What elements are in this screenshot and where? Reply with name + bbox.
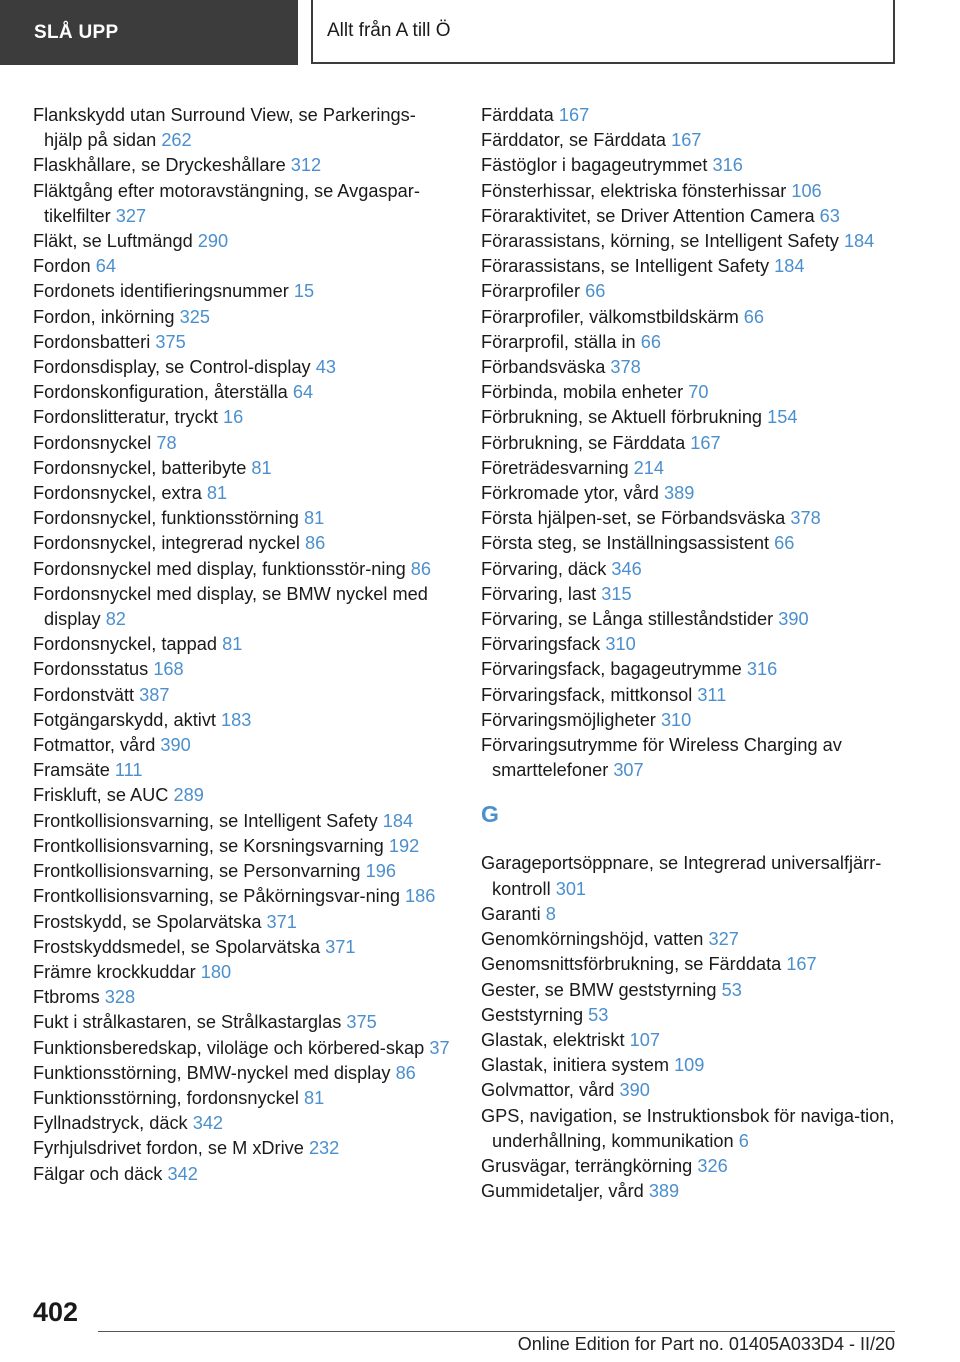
page-link[interactable]: 64	[95, 256, 116, 277]
index-entry	[481, 657, 921, 682]
entry-text: Fordonsnyckel	[33, 432, 152, 453]
entry-text: Fästöglor i bagageutrymmet	[481, 155, 708, 176]
page-link[interactable]: 86	[304, 533, 326, 554]
entry-text: Funktionsstörning, BMW-nyckel med display	[33, 1062, 391, 1083]
page-link[interactable]: 312	[290, 155, 322, 176]
index-entry	[33, 456, 453, 481]
page-link[interactable]: 86	[395, 1062, 416, 1083]
index-entry	[481, 481, 921, 506]
index-entry	[33, 910, 453, 935]
entry-text: Fukt i strålkastaren, se Strålkastarglas	[33, 1012, 342, 1033]
page-link[interactable]: 289	[173, 785, 204, 806]
index-entry	[33, 985, 453, 1010]
entry-text: Företrädesvarning	[481, 457, 629, 478]
index-entry	[481, 330, 921, 355]
index-entry	[481, 305, 921, 330]
entry-text: Fordonsnyckel, integrerad nyckel	[33, 533, 300, 554]
index-entry	[33, 884, 453, 909]
page-link[interactable]: 82	[105, 609, 126, 630]
entry-text: Fordonskonfiguration, återställa	[33, 382, 288, 403]
entry-text: Förbinda, mobila enheter	[481, 382, 684, 403]
page-link[interactable]: 311	[697, 684, 727, 705]
index-entry	[33, 683, 453, 708]
page-link[interactable]: 66	[743, 306, 765, 327]
page-link[interactable]: 184	[843, 231, 875, 252]
entry-text: Golvmattor, vård	[481, 1080, 615, 1101]
page-link[interactable]: 390	[778, 609, 809, 630]
index-entry	[33, 935, 453, 960]
entry-text: Friskluft, se AUC	[33, 785, 169, 806]
entry-text: Genomkörningshöjd, vatten	[481, 929, 704, 950]
index-entry	[481, 1179, 921, 1204]
page-link[interactable]: 371	[325, 936, 356, 957]
index-group-f	[481, 103, 921, 783]
index-entry	[33, 481, 453, 506]
page-link[interactable]: 390	[160, 735, 191, 756]
index-entry	[33, 506, 453, 531]
index-entry	[33, 431, 453, 456]
page-link[interactable]: 64	[292, 382, 314, 403]
index-entry	[33, 103, 453, 153]
index-entry	[481, 254, 921, 279]
page-link[interactable]: 378	[610, 357, 641, 378]
index-entry	[481, 978, 921, 1003]
entry-text: Glastak, elektriskt	[481, 1029, 625, 1050]
entry-text: Förarassistans, se Intelligent Safety	[481, 256, 770, 277]
entry-text: Förbrukning, se Aktuell förbrukning	[481, 407, 763, 428]
page-link[interactable]: 196	[365, 861, 396, 882]
entry-text: Fyrhjulsdrivet fordon, se M xDrive	[33, 1138, 304, 1159]
page-link[interactable]: 16	[223, 407, 244, 428]
entry-text: Frontkollisionsvarning, se Intelligent Safety	[33, 810, 378, 831]
page-link[interactable]: 81	[222, 634, 243, 655]
page-number: 402	[33, 1297, 79, 1327]
index-entry	[33, 708, 453, 733]
page-link[interactable]: 167	[786, 954, 817, 975]
entry-text: Frostskydd, se Spolarvätska	[33, 911, 262, 932]
index-entry	[33, 859, 453, 884]
index-entry	[33, 960, 453, 985]
page-link[interactable]: 66	[640, 331, 661, 352]
section-letter: G	[481, 801, 499, 828]
page-link[interactable]: 375	[155, 331, 186, 352]
page-link[interactable]: 389	[648, 1181, 680, 1202]
entry-text: Gummidetaljer, vård	[481, 1181, 644, 1202]
index-entry	[481, 1053, 921, 1078]
page-link[interactable]: 66	[585, 281, 606, 302]
entry-text: Fordon	[33, 256, 91, 277]
page-link[interactable]: 107	[629, 1029, 660, 1050]
page-link[interactable]: 180	[200, 961, 232, 982]
entry-text: Fordonets identifieringsnummer	[33, 281, 289, 302]
page-link[interactable]: 327	[708, 929, 739, 950]
entry-text: Frostskyddsmedel, se Spolarvätska	[33, 936, 321, 957]
index-entry	[481, 128, 921, 153]
page-link[interactable]: 66	[774, 533, 795, 554]
entry-text: Första hjälpen-set, se Förbandsväska	[481, 508, 786, 529]
index-entry	[481, 431, 921, 456]
page-link[interactable]: 192	[388, 835, 420, 856]
entry-text: Fordonsbatteri	[33, 331, 151, 352]
index-entry	[33, 582, 453, 632]
page-link[interactable]: 109	[674, 1055, 705, 1076]
entry-text: Garageportsöppnare, se Integrerad universalfjärr-kontroll	[481, 853, 882, 899]
page-link[interactable]: 63	[819, 205, 840, 226]
entry-text: Förvaring, se Långa stilleståndstider	[481, 609, 774, 630]
page-link[interactable]: 43	[315, 357, 336, 378]
index-entry	[481, 557, 921, 582]
entry-text: Förvaringsutrymme för Wireless Charging av smarttelefoner	[481, 735, 842, 781]
page-link[interactable]: 15	[293, 281, 315, 302]
entry-text: Förkromade ytor, vård	[481, 483, 659, 504]
index-entry	[481, 927, 921, 952]
footer-edition: Online Edition for Part no. 01405A033D4 - II/20	[517, 1334, 895, 1354]
index-entry	[481, 153, 921, 178]
entry-text: Fläkt, se Luftmängd	[33, 231, 193, 252]
page-link[interactable]: 8	[545, 903, 556, 924]
index-entry	[33, 1010, 453, 1035]
entry-text: Förvaringsfack, bagageutrymme	[481, 659, 742, 680]
index-entry	[33, 179, 453, 229]
index-entry	[33, 1086, 453, 1111]
page-link[interactable]: 316	[746, 659, 778, 680]
page-link[interactable]: 53	[588, 1004, 609, 1025]
index-entry	[33, 632, 453, 657]
entry-text: Fordonstvätt	[33, 684, 135, 705]
entry-text: Första steg, se Inställningsassistent	[481, 533, 770, 554]
page-link[interactable]: 81	[303, 1087, 325, 1108]
entry-text: Funktionsberedskap, viloläge och körbered-skap	[33, 1037, 425, 1058]
entry-text: Förbandsväska	[481, 357, 606, 378]
entry-text: Fordon, inkörning	[33, 306, 175, 327]
index-column-right	[481, 103, 921, 1204]
index-entry	[481, 506, 921, 531]
index-entry	[33, 229, 453, 254]
entry-text: Förvaring, däck	[481, 558, 607, 579]
index-entry	[481, 1078, 921, 1103]
index-entry	[33, 1036, 453, 1061]
index-entry	[33, 733, 453, 758]
entry-text: Frontkollisionsvarning, se Personvarning	[33, 861, 361, 882]
entry-text: Fläktgång efter motoravstängning, se Avgaspar-tikelfilter	[33, 180, 420, 226]
page-link[interactable]: 315	[601, 583, 632, 604]
entry-text: Frontkollisionsvarning, se Påkörningsvar-ning	[33, 886, 400, 907]
index-entry	[33, 153, 453, 178]
page-link[interactable]: 168	[153, 659, 184, 680]
page-link[interactable]: 111	[114, 760, 143, 781]
index-entry	[481, 456, 921, 481]
index-entry	[33, 809, 453, 834]
entry-text: Fotmattor, vård	[33, 735, 156, 756]
page-link[interactable]: 6	[738, 1130, 749, 1151]
page-header	[0, 0, 960, 66]
index-entry	[33, 355, 453, 380]
index-entry	[481, 1154, 921, 1179]
entry-text: Förvaringsmöjligheter	[481, 709, 656, 730]
page-link[interactable]: 290	[197, 231, 229, 252]
page-link[interactable]: 81	[251, 457, 272, 478]
index-entry	[481, 607, 921, 632]
page-link[interactable]: 81	[303, 508, 325, 529]
entry-text: Gester, se BMW geststyrning	[481, 979, 717, 1000]
page-link[interactable]: 37	[429, 1037, 450, 1058]
index-entry	[33, 305, 453, 330]
entry-text: GPS, navigation, se Instruktionsbok för naviga-tion, underhållning, kommunikation	[481, 1105, 895, 1151]
index-entry	[33, 1136, 453, 1161]
entry-text: Fordonsnyckel, funktionsstörning	[33, 508, 299, 529]
page-link[interactable]: 184	[382, 810, 414, 831]
index-entry	[33, 279, 453, 304]
entry-text: Fordonslitteratur, tryckt	[33, 407, 218, 428]
page-link[interactable]: 186	[405, 886, 436, 907]
index-entry	[33, 783, 453, 808]
entry-text: Fordonsnyckel, tappad	[33, 634, 218, 655]
page-link[interactable]: 328	[104, 987, 136, 1008]
index-entry	[481, 279, 921, 304]
entry-text: Geststyrning	[481, 1004, 584, 1025]
page-link[interactable]: 184	[774, 256, 805, 277]
index-entry	[481, 632, 921, 657]
index-entry	[33, 405, 453, 430]
page-link[interactable]: 375	[346, 1012, 377, 1033]
page-link[interactable]: 183	[221, 709, 252, 730]
index-entry	[481, 204, 921, 229]
page-link[interactable]: 53	[721, 979, 742, 1000]
entry-text: Färddator, se Färddata	[481, 130, 667, 151]
entry-text: Fordonsstatus	[33, 659, 149, 680]
index-entry	[481, 582, 921, 607]
page-link[interactable]: 214	[633, 457, 665, 478]
page-link[interactable]: 327	[115, 205, 147, 226]
index-entry	[33, 254, 453, 279]
index-column-left	[33, 103, 453, 1187]
index-entry	[481, 902, 921, 927]
entry-text: Fordonsnyckel med display, funktionsstör-ning	[33, 558, 406, 579]
page-link[interactable]: 316	[712, 155, 743, 176]
page-link[interactable]: 70	[688, 382, 709, 403]
entry-text: Funktionsstörning, fordonsnyckel	[33, 1087, 299, 1108]
index-entry	[481, 355, 921, 380]
page-link[interactable]: 310	[660, 709, 692, 730]
entry-text: Fönsterhissar, elektriska fönsterhissar	[481, 180, 787, 201]
entry-text: Föraraktivitet, se Driver Attention Camera	[481, 205, 815, 226]
entry-text: Glastak, initiera system	[481, 1055, 669, 1076]
page-link[interactable]: 342	[192, 1113, 224, 1134]
page-link[interactable]: 325	[179, 306, 210, 327]
page-link[interactable]: 167	[558, 105, 590, 125]
index-entry	[33, 557, 453, 582]
page-link[interactable]: 301	[555, 878, 587, 899]
entry-text: Fordonsnyckel, extra	[33, 483, 202, 504]
page-link[interactable]: 389	[663, 483, 695, 504]
index-entry	[481, 1028, 921, 1053]
footer-divider	[98, 1331, 895, 1332]
index-entry	[481, 229, 921, 254]
index-group-g	[481, 851, 921, 1204]
entry-text: Färddata	[481, 105, 554, 125]
index-entry	[33, 1111, 453, 1136]
page-link[interactable]: 167	[690, 432, 721, 453]
entry-text: Fordonsnyckel, batteribyte	[33, 457, 247, 478]
chapter-title: Allt från A till Ö	[311, 0, 895, 64]
entry-text: Fälgar och däck	[33, 1163, 163, 1184]
index-entry	[33, 1061, 453, 1086]
entry-text: Fotgängarskydd, aktivt	[33, 709, 216, 730]
index-entry	[481, 683, 921, 708]
entry-text: Garanti	[481, 903, 541, 924]
index-entry	[481, 952, 921, 977]
page-link[interactable]: 310	[605, 634, 636, 655]
entry-text: Förbrukning, se Färddata	[481, 432, 686, 453]
entry-text: Flankskydd utan Surround View, se Parkerings-hjälp på sidan	[33, 105, 416, 151]
index-entry	[33, 330, 453, 355]
page-link[interactable]: 154	[767, 407, 798, 428]
entry-text: Ftbroms	[33, 987, 100, 1008]
page-link[interactable]: 378	[790, 508, 821, 529]
index-entry	[33, 758, 453, 783]
page-link[interactable]: 371	[266, 911, 297, 932]
entry-text: Genomsnittsförbrukning, se Färddata	[481, 954, 782, 975]
entry-text: Främre krockkuddar	[33, 961, 196, 982]
entry-text: Förarprofiler	[481, 281, 581, 302]
entry-text: Grusvägar, terrängkörning	[481, 1155, 693, 1176]
page-link[interactable]: 390	[619, 1080, 650, 1101]
entry-text: Förvaringsfack, mittkonsol	[481, 684, 693, 705]
entry-text: Framsäte	[33, 760, 110, 781]
index-entry	[481, 103, 921, 128]
index-entry	[481, 405, 921, 430]
page-link[interactable]: 106	[791, 180, 822, 201]
page-link[interactable]: 167	[671, 130, 702, 151]
page-link[interactable]: 326	[697, 1155, 728, 1176]
index-entry	[33, 657, 453, 682]
entry-text: Förvaring, last	[481, 583, 597, 604]
entry-text: Flaskhållare, se Dryckeshållare	[33, 155, 286, 176]
entry-text: Frontkollisionsvarning, se Korsningsvarning	[33, 835, 384, 856]
entry-text: Förvaringsfack	[481, 634, 601, 655]
index-entry	[33, 380, 453, 405]
page-link[interactable]: 81	[206, 483, 228, 504]
page-link[interactable]: 387	[139, 684, 170, 705]
index-entry	[481, 531, 921, 556]
entry-text: Fordonsnyckel med display, se BMW nyckel med display	[33, 583, 428, 630]
entry-text: Fyllnadstryck, däck	[33, 1113, 188, 1134]
entry-text: Förarassistans, körning, se Intelligent Safety	[481, 231, 839, 252]
index-entry	[481, 380, 921, 405]
index-entry	[481, 1104, 921, 1154]
index-entry	[481, 179, 921, 204]
index-entry	[33, 834, 453, 859]
entry-text: Förarprofiler, välkomstbildskärm	[481, 306, 739, 327]
page-link[interactable]: 78	[156, 432, 177, 453]
page-link[interactable]: 86	[410, 558, 431, 579]
index-entry	[481, 733, 921, 783]
section-tab[interactable]: SLÅ UPP	[0, 0, 298, 65]
page-link[interactable]: 346	[611, 558, 642, 579]
entry-text: Fordonsdisplay, se Control-display	[33, 357, 311, 378]
page-link[interactable]: 307	[613, 760, 644, 781]
page-link[interactable]: 262	[161, 130, 192, 151]
index-entry	[481, 851, 921, 901]
index-entry	[33, 1162, 453, 1187]
index-entry	[481, 1003, 921, 1028]
page-link[interactable]: 232	[308, 1138, 340, 1159]
page-link[interactable]: 342	[167, 1163, 198, 1184]
index-entry	[33, 531, 453, 556]
index-entry	[481, 708, 921, 733]
entry-text: Förarprofil, ställa in	[481, 331, 636, 352]
